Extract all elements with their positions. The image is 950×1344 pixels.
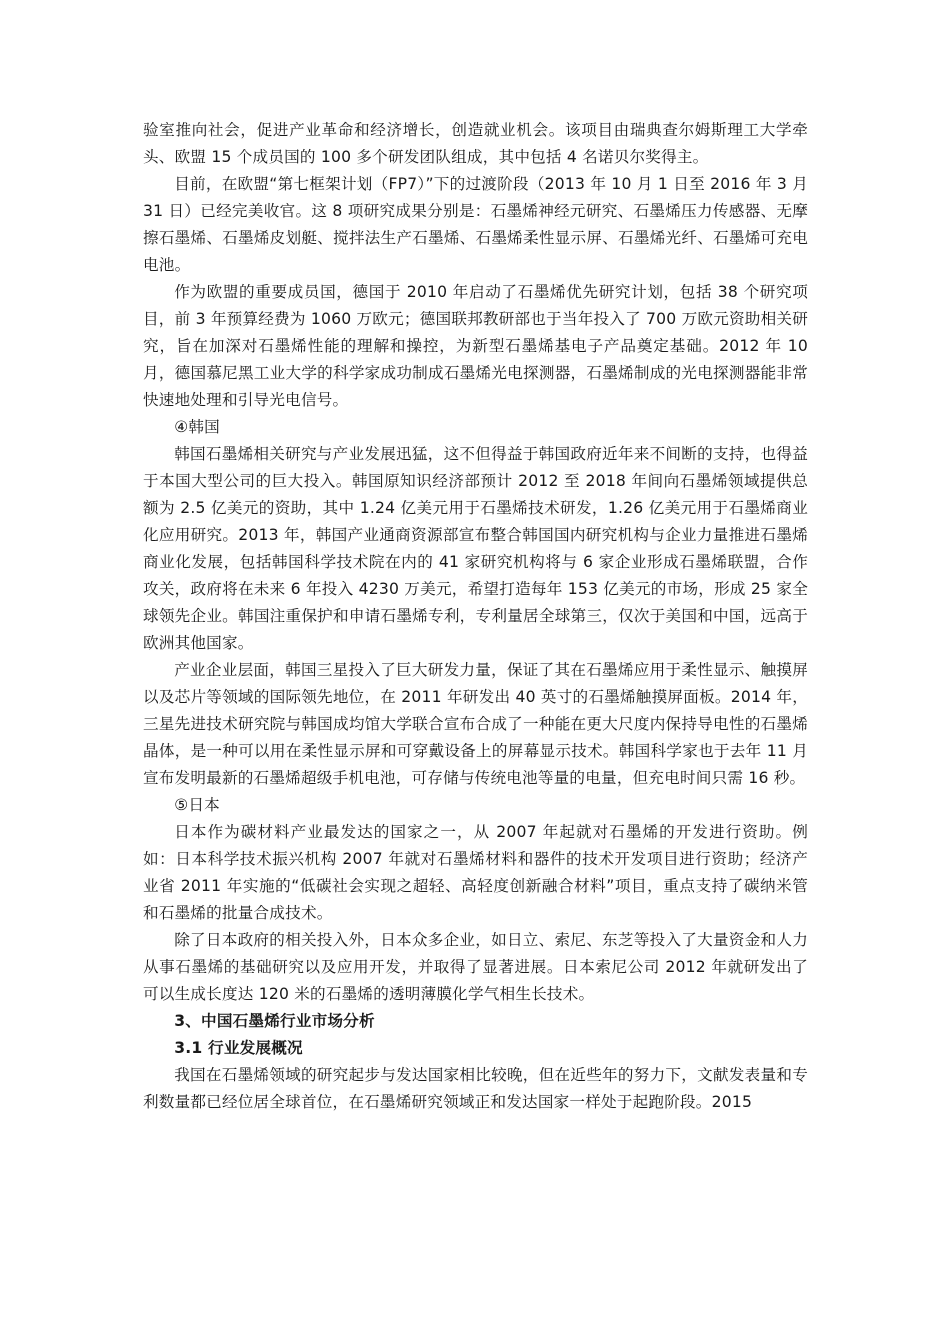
paragraph-fp7: 目前，在欧盟“第七框架计划（FP7）”下的过渡阶段（2013 年 10 月 1 日至 2016 年 3 月 31 日）已经完美收官。这 8 项研究成果分别是：石墨烯神经元研究、石墨烯压力传感器、无摩擦石墨烯、石墨烯皮划艇、搅拌法生产石墨烯、石墨烯柔性显示屏、石墨烯光纤、石墨烯可充电电池。: [143, 175, 808, 274]
subsection-heading-overview: 3.1 行业发展概况: [174, 1039, 303, 1057]
document-body: [143, 117, 808, 1116]
paragraph-germany: 作为欧盟的重要成员国，德国于 2010 年启动了石墨烯优先研究计划，包括 38 个研究项目，前 3 年预算经费为 1060 万欧元；德国联邦教研部也于当年投入了 700 万欧元资助相关研究，旨在加深对石墨烯性能的理解和操控，为新型石墨烯基电子产品奠定基础。2012 年 10 月，德国慕尼黑工业大学的科学家成功制成石墨烯光电探测器，石墨烯制成的光电探测器能非常快速地处理和引导光电信号。: [143, 283, 808, 409]
paragraph-korea-government: 韩国石墨烯相关研究与产业发展迅猛，这不但得益于韩国政府近年来不间断的支持，也得益于本国大型公司的巨大投入。韩国原知识经济部预计 2012 至 2018 年间向石墨烯领域提供总额为 2.5 亿美元的资助，其中 1.24 亿美元用于石墨烯技术研发，1.26 亿美元用于石墨烯商业化应用研究。2013 年，韩国产业通商资源部宣布整合韩国国内研究机构与企业力量推进石墨烯商业化发展，包括韩国科学技术院在内的 41 家研究机构将与 6 家企业形成石墨烯联盟，合作攻关，政府将在未来 6 年投入 4230 万美元，希望打造每年 153 亿美元的市场，形成 25 家全球领先企业。韩国注重保护和申请石墨烯专利，专利量居全球第三，仅次于美国和中国，远高于欧洲其他国家。: [143, 445, 808, 652]
paragraph-china-overview: 我国在石墨烯领域的研究起步与发达国家相比较晚，但在近些年的努力下，文献发表量和专利数量都已经位居全球首位，在石墨烯研究领域正和发达国家一样处于起跑阶段。2015: [143, 1066, 808, 1111]
paragraph-korea-samsung: 产业企业层面，韩国三星投入了巨大研发力量，保证了其在石墨烯应用于柔性显示、触摸屏以及芯片等领域的国际领先地位，在 2011 年研发出 40 英寸的石墨烯触摸屏面板。2014 年，三星先进技术研究院与韩国成均馆大学联合宣布合成了一种能在更大尺度内保持导电性的石墨烯晶体，是一种可以用在柔性显示屏和可穿戴设备上的屏幕显示技术。韩国科学家也于去年 11 月宣布发明最新的石墨烯超级手机电池，可存储与传统电池等量的电量，但充电时间只需 16 秒。: [143, 661, 808, 787]
paragraph-eu-project: 验室推向社会，促进产业革命和经济增长，创造就业机会。该项目由瑞典查尔姆斯理工大学牵头、欧盟 15 个成员国的 100 多个研发团队组成，其中包括 4 名诺贝尔奖得主。: [143, 121, 808, 166]
section-heading-japan: ⑤日本: [174, 796, 220, 814]
paragraph-japan-companies: 除了日本政府的相关投入外，日本众多企业，如日立、索尼、东芝等投入了大量资金和人力从事石墨烯的基础研究以及应用开发，并取得了显著进展。日本索尼公司 2012 年就研发出了可以生成长度达 120 米的石墨烯的透明薄膜化学气相生长技术。: [143, 931, 808, 1003]
section-heading-china-market: 3、中国石墨烯行业市场分析: [174, 1012, 375, 1030]
paragraph-japan-government: 日本作为碳材料产业最发达的国家之一，从 2007 年起就对石墨烯的开发进行资助。例如：日本科学技术振兴机构 2007 年就对石墨烯材料和器件的技术开发项目进行资助；经济产业省 2011 年实施的“低碳社会实现之超轻、高轻度创新融合材料”项目，重点支持了碳纳米管和石墨烯的批量合成技术。: [143, 823, 808, 922]
section-heading-korea: ④韩国: [174, 418, 220, 436]
